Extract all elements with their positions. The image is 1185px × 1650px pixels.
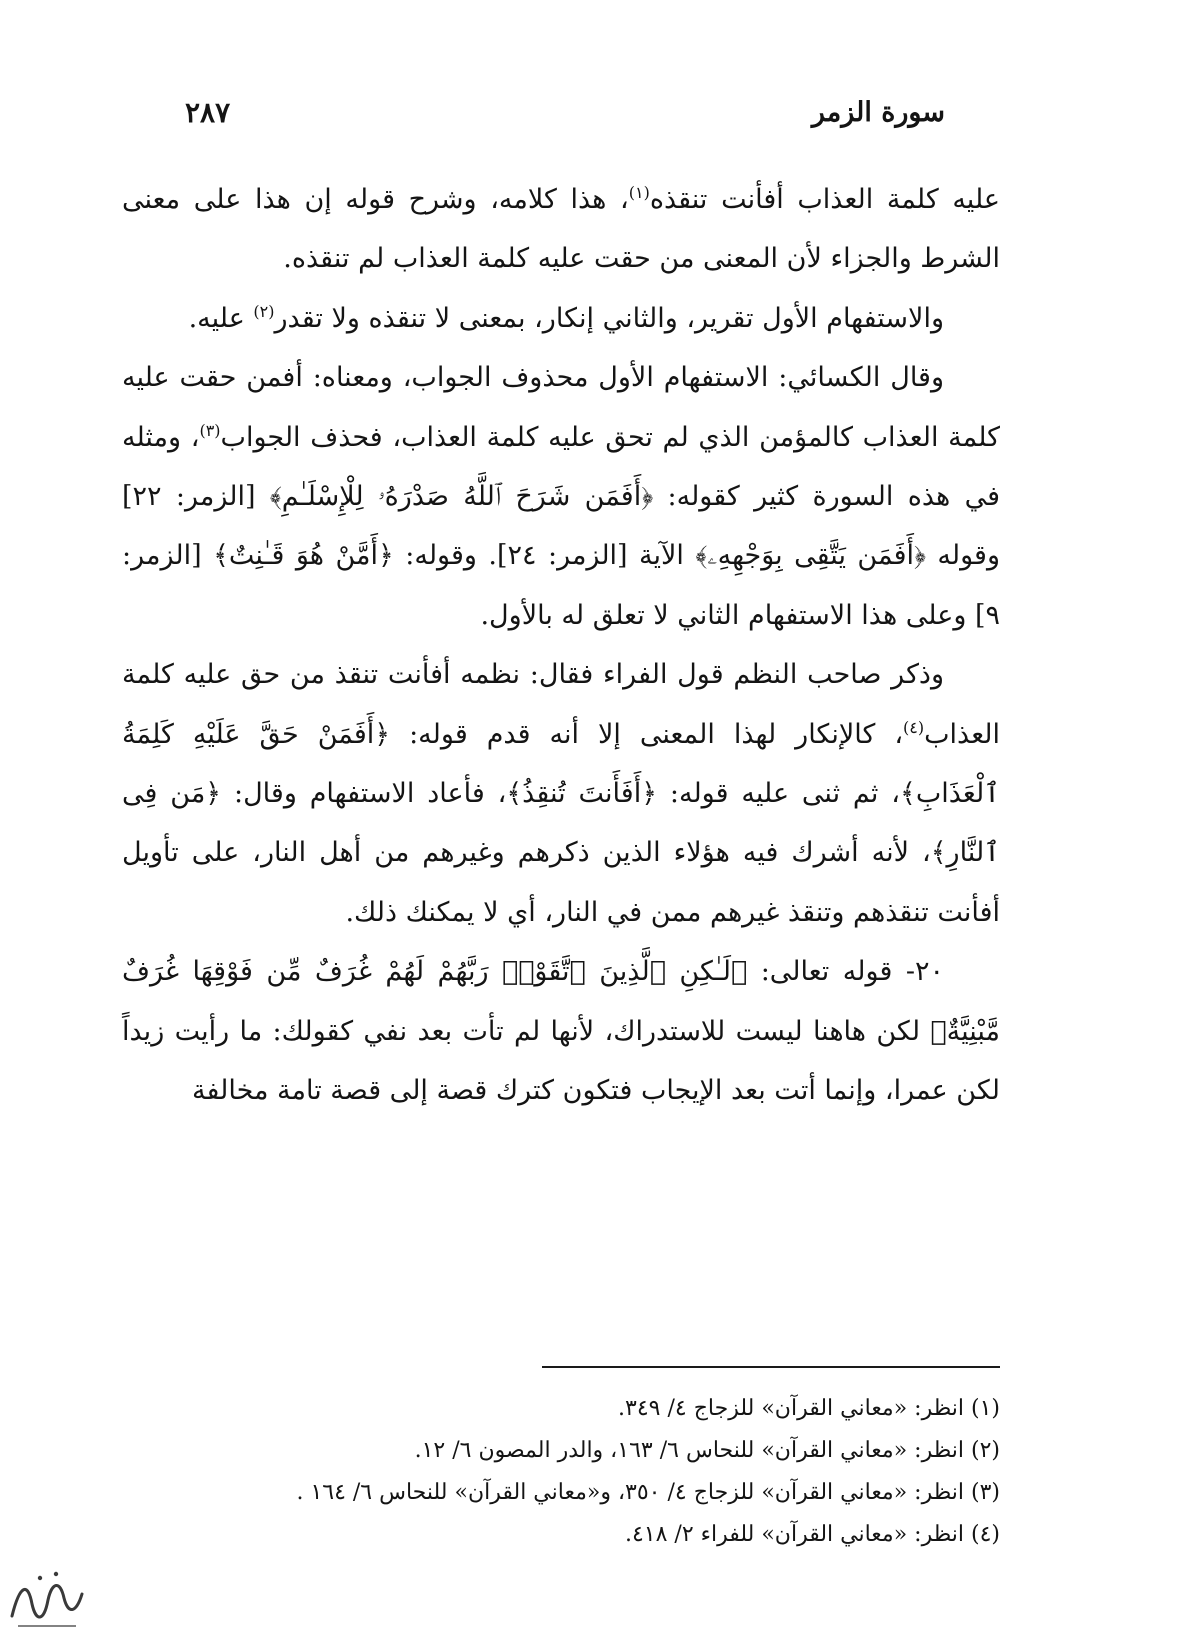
main-text — [122, 170, 1000, 1121]
quran-verse: ﴿أَفَمَن شَرَحَ ٱللَّهُ صَدْرَهُۥ لِلْإِسْلَـٰمِ﴾ — [269, 481, 654, 513]
paragraph-text: ، فأعاد الاستفهام وقال: — [221, 778, 507, 810]
surah-title: سورة الزمر — [811, 96, 945, 128]
footnote-divider — [542, 1366, 1000, 1368]
quran-verse: ﴿أَفَمَن يَتَّقِى بِوَجْهِهِۦ﴾ — [695, 540, 926, 572]
paragraph-text: وقال الكسائي: الاستفهام الأول محذوف الجواب، ومعناه: أفمن حقت عليه كلمة العذاب كالمؤمن الذي لم تحق عليه كلمة العذاب، فحذف الجواب — [122, 362, 1001, 453]
paragraph-text: الآية [الزمر: ٢٤]. وقوله: — [393, 540, 696, 572]
verse-number: ٢٠- — [892, 956, 944, 988]
watermark-logo — [6, 1564, 88, 1636]
footnote-4: (٤) انظر: «معاني القرآن» للفراء ٢/ ٤١٨. — [624, 1522, 1000, 1547]
paragraph-text: ، ثم ثنى عليه قوله: — [657, 778, 900, 810]
paragraph-text: ، ومثله في هذه السورة كثير كقوله: — [122, 421, 1000, 513]
paragraph-text: ، لأنه أشرك فيه هؤلاء الذين ذكرهم وغيرهم من أهل النار، على تأويل أفأنت تنقذهم وتنقذ غيرهم ممن في النار، أي لا يمكنك ذلك. — [122, 837, 1000, 928]
paragraph-3 — [122, 348, 1000, 645]
paragraph-text: عليه. — [188, 302, 254, 334]
paragraph-2 — [122, 289, 1000, 348]
quran-verse: ﴿أَمَّنْ هُوَ قَـٰنِتٌ﴾ — [213, 540, 394, 572]
footnotes — [122, 1388, 1000, 1556]
footnote-2: (٢) انظر: «معاني القرآن» للنحاس ٦/ ١٦٣، والدر المصون ٦/ ١٢. — [414, 1438, 1000, 1463]
footnote-marker: (٤) — [903, 717, 925, 737]
footnote-marker: (٣) — [199, 420, 221, 440]
paragraph-4 — [122, 645, 1000, 942]
paragraph-text: [الزمر: ٢٢] وقوله — [122, 481, 1000, 572]
footnote-3: (٣) انظر: «معاني القرآن» للزجاج ٤/ ٣٥٠، و«معاني القرآن» للنحاس ٦/ ١٦٤ . — [296, 1480, 1000, 1505]
quran-verse: ﴿أَفَأَنتَ تُنقِذُ﴾ — [506, 778, 658, 810]
paragraph-text: ، هذا كلامه، وشرح قوله إن هذا على معنى الشرط والجزاء لأن المعنى من حقت عليه كلمة العذاب لم تنقذه. — [122, 184, 1000, 275]
paragraph-text: ، كالإنكار لهذا المعنى إلا أنه قدم قوله: — [390, 718, 904, 750]
footnote-1: (١) انظر: «معاني القرآن» للزجاج ٤/ ٣٤٩. — [618, 1396, 1000, 1421]
paragraph-text: [الزمر: ٩] وعلى هذا الاستفهام الثاني لا تعلق له بالأول. — [122, 540, 1000, 631]
quran-verse: ﴿لَـٰكِنِ ٱلَّذِينَ ٱتَّقَوْا۟ رَبَّهُمْ لَهُمْ غُرَفٌ مِّن فَوْقِهَا غُرَفٌ مَّبْنِيَّةٌ﴾ — [122, 956, 1000, 1047]
paragraph-text: وذكر صاحب النظم قول الفراء فقال: نظمه أفأنت تنقذ من حق عليه كلمة العذاب — [122, 659, 1000, 750]
quran-verse: ﴿مَن فِى ٱلنَّارِ﴾ — [122, 778, 1000, 869]
paragraph-text: قوله تعالى: — [747, 956, 893, 988]
page-header — [185, 92, 945, 132]
page-number: ٢٨٧ — [185, 95, 231, 129]
footnote-marker: (٢) — [253, 301, 275, 321]
paragraph-text: عليه كلمة العذاب أفأنت تنقذه — [649, 184, 1000, 215]
paragraph-5 — [122, 942, 1000, 1120]
footnote-marker: (١) — [628, 183, 650, 202]
paragraph-1 — [122, 170, 1000, 289]
quran-verse: ﴿أَفَمَنْ حَقَّ عَلَيْهِ كَلِمَةُ ٱلْعَذَابِ﴾ — [122, 718, 1000, 810]
paragraph-text: والاستفهام الأول تقرير، والثاني إنكار، بمعنى لا تنقذه ولا تقدر — [274, 302, 944, 334]
paragraph-text: لكن هاهنا ليست للاستدراك، لأنها لم تأت بعد نفي كقولك: ما رأيت زيداً لكن عمرا، وإنما أتت بعد الإيجاب فتكون كترك قصة إلى قصة تامة مخالفة — [122, 1015, 1000, 1107]
